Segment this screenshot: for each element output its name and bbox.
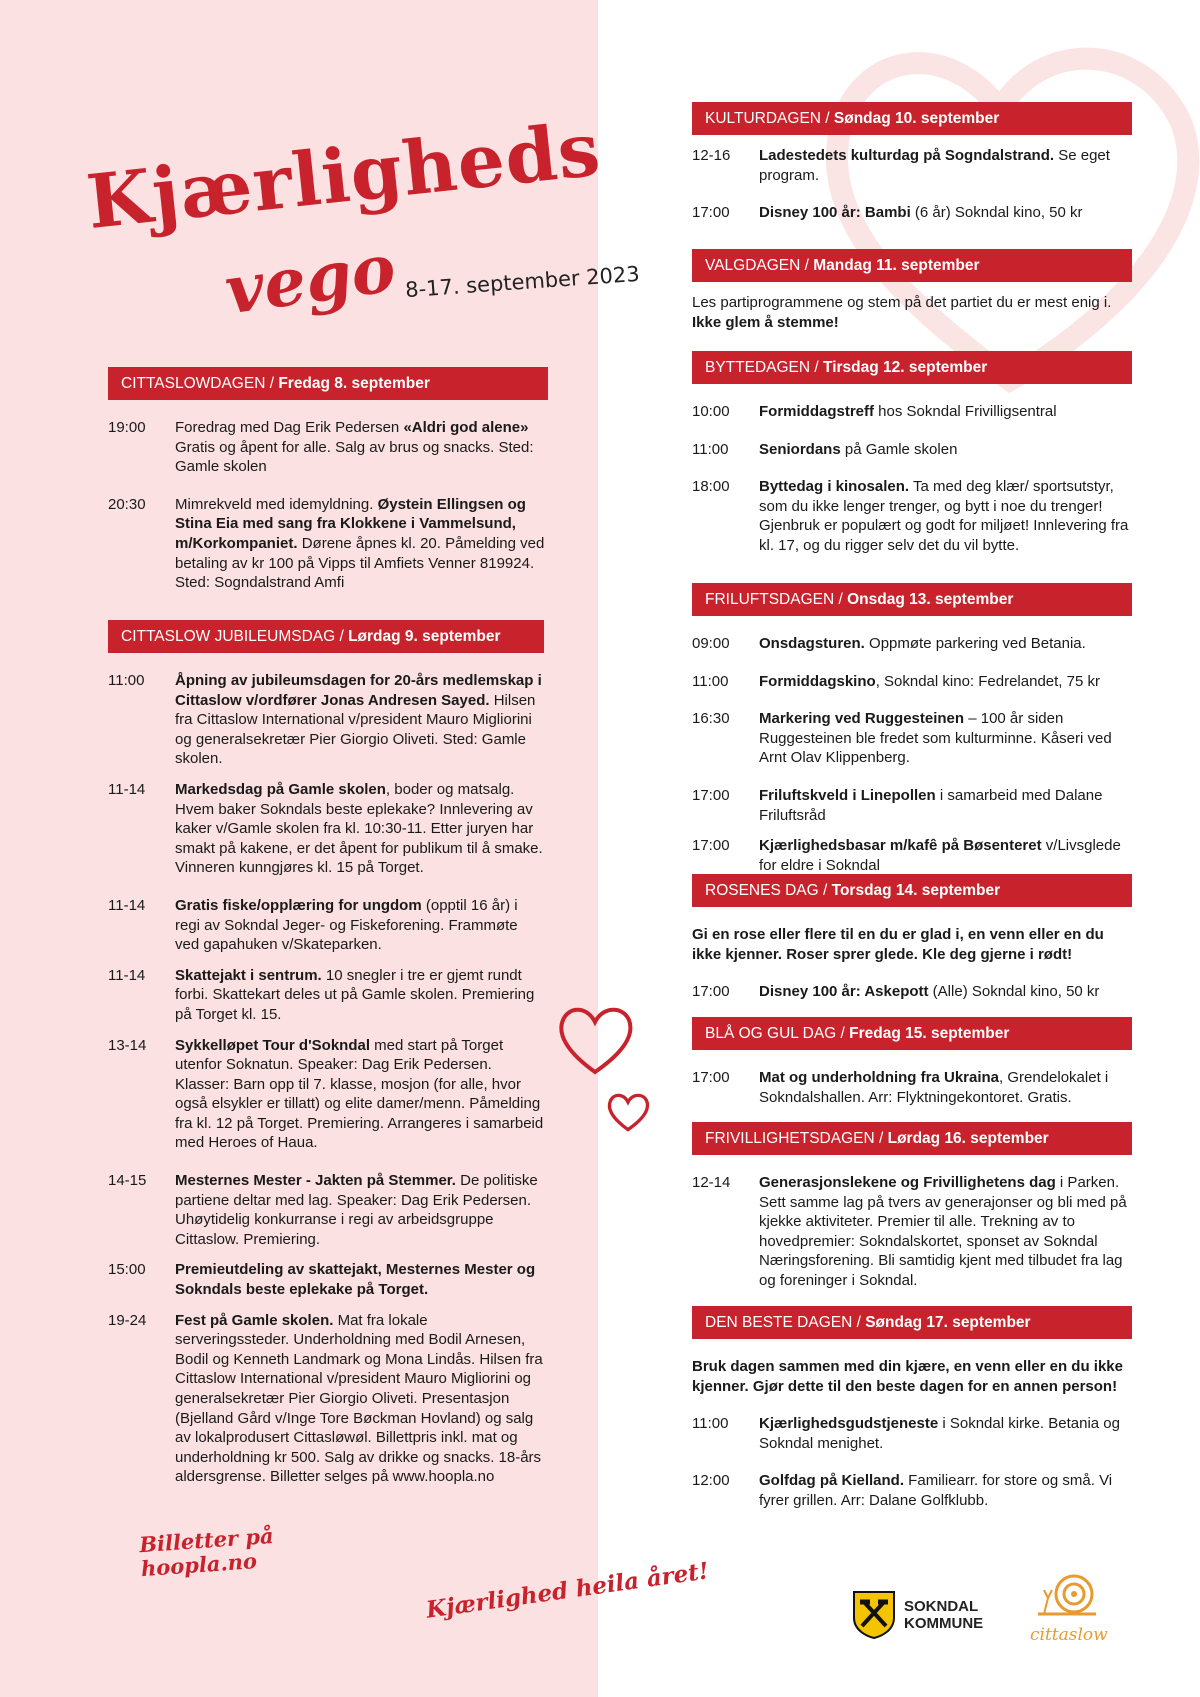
event-entry bbox=[692, 146, 1132, 185]
event-text: Byttedag i kinosalen. Ta med deg klær/ sportsutstyr, som du ikke lenger trenger, og bytt i noe du trenger! Gjenbruk er populært og godt for miljøet! Innlevering fra kl. 17, og du rigger selv det du vil bytte. bbox=[759, 478, 1129, 554]
event-entry bbox=[692, 709, 1132, 768]
section-kulturdagen bbox=[692, 102, 1132, 223]
event-entry bbox=[692, 1414, 1132, 1453]
event-time: 09:00 bbox=[692, 635, 730, 652]
event-time: 17:00 bbox=[692, 1069, 730, 1086]
event-time: 16:30 bbox=[692, 710, 730, 728]
section-header: VALGDAGEN / Mandag 11. september bbox=[692, 249, 1132, 282]
event-entry bbox=[692, 672, 1132, 692]
event-entry bbox=[692, 836, 1132, 875]
small-heart-icon bbox=[605, 1090, 651, 1134]
event-entry bbox=[692, 982, 1132, 1002]
snail-icon bbox=[1034, 1568, 1104, 1620]
sokndal-kommune-logo bbox=[852, 1590, 983, 1640]
event-entry bbox=[108, 671, 544, 769]
event-time: 12:00 bbox=[692, 1472, 730, 1490]
section-note: Gi en rose eller flere til en du er glad i, en venn eller en du ikke kjenner. Roser sprer glede. Kle deg gjerne i rødt! bbox=[692, 926, 1104, 963]
slogan: Kjærlighed heila året! bbox=[424, 1557, 711, 1624]
event-time: 10:00 bbox=[692, 403, 730, 420]
event-text: Seniordans på Gamle skolen bbox=[759, 440, 958, 458]
event-text: Premieutdeling av skattejakt, Mesternes Mester og Sokndals beste eplekake på Torget. bbox=[175, 1261, 536, 1299]
event-entry bbox=[108, 966, 544, 1025]
event-time: 17:00 bbox=[692, 837, 730, 855]
event-text: Friluftskveld i Linepollen i samarbeid med Dalane Friluftsråd bbox=[759, 786, 1103, 824]
event-entry bbox=[692, 1471, 1132, 1510]
event-time: 11:00 bbox=[108, 672, 145, 689]
event-text: Kjærlighedsgudstjeneste i Sokndal kirke. Betania og Sokndal menighet. bbox=[759, 1415, 1120, 1452]
event-text: Sykkelløpet Tour d'Sokndal med start på Torget utenfor Soknatun. Speaker: Dag Erik Pedersen. Klasser: Barn opp til 7. klasse, mosjon (for alle, hvor også elsykler er tillatt) og elite damer/menn. Påmelding fra kl. 12 på Torget. Premiering. Arrangeres i samarbeid med Heroes of Haua. bbox=[175, 1036, 544, 1152]
event-entry bbox=[108, 1171, 544, 1249]
section-note: Les partiprogrammene og stem på det partiet du er mest enig i. Ikke glem å stemme! bbox=[692, 294, 1112, 331]
event-time: 17:00 bbox=[692, 204, 730, 222]
section-valgdagen bbox=[692, 249, 1132, 332]
event-entry bbox=[108, 495, 548, 593]
event-text: Ladestedets kulturdag på Sogndalstrand. Se eget program. bbox=[759, 147, 1110, 184]
section-note: Bruk dagen sammen med din kjære, en venn eller en du ikke kjenner. Gjør dette til den beste dagen for en annen person! bbox=[692, 1358, 1123, 1395]
event-text: Formiddagstreff hos Sokndal Frivilligsentral bbox=[759, 403, 1057, 420]
event-text: Fest på Gamle skolen. Mat fra lokale serveringssteder. Underholdning med Bodil Arnesen, Bodil og Kenneth Landmark og Mona Lindås. Hilsen fra Cittaslow International v/president Mauro Migliorini og generalsekretær Pier Giorgio Oliveti. Presentasjon (Bjelland Gård v/Inge Tore Bøckman Hovland) og salg av lokalprodusert Cittasløwøl. Billettpris inkl. mat og underholdning kr 500. Salg av drikke og snacks. 18-års aldersgrense. Billetter selges på www.hoopla.no bbox=[175, 1311, 543, 1486]
coat-of-arms-icon bbox=[852, 1590, 896, 1640]
section-blaa-og-gul-dag bbox=[692, 1017, 1132, 1107]
event-text: Skattejakt i sentrum. 10 snegler i tre er gjemt rundt forbi. Skattekart deles ut på Gamle skolen. Premiering på Torget kl. 15. bbox=[175, 966, 535, 1023]
event-time: 17:00 bbox=[692, 983, 730, 1001]
poster-title: Kjærligheds bbox=[83, 106, 605, 246]
section-header: FRILUFTSDAGEN / Onsdag 13. september bbox=[692, 583, 1132, 616]
event-entry bbox=[692, 786, 1132, 825]
event-entry bbox=[108, 780, 544, 878]
event-time: 11:00 bbox=[692, 440, 729, 458]
section-den-beste-dagen bbox=[692, 1306, 1132, 1511]
event-time: 12-16 bbox=[692, 147, 731, 164]
event-time: 12-14 bbox=[692, 1174, 731, 1191]
event-entry bbox=[692, 477, 1132, 555]
event-entry bbox=[692, 634, 1132, 654]
event-entry bbox=[692, 203, 1132, 223]
section-rosenes-dag bbox=[692, 874, 1132, 1002]
event-text: Golfdag på Kielland. Familiearr. for store og små. Vi fyrer grillen. Arr: Dalane Golfklubb. bbox=[759, 1472, 1113, 1509]
event-time: 13-14 bbox=[108, 1036, 147, 1054]
event-time: 19:00 bbox=[108, 419, 146, 436]
section-friluftsdagen bbox=[692, 583, 1132, 875]
event-time: 11:00 bbox=[692, 1415, 729, 1433]
event-entry bbox=[108, 1036, 544, 1154]
event-text: Markedsdag på Gamle skolen, boder og matsalg. Hvem baker Sokndals beste eplekake? Innlevering av kaker v/Gamle skolen fra kl. 10:30-11. Etter juryen har smakt på kakene, er det åpent for publikum til å smake. Vinneren kunngjøres kl. 15 på Torget. bbox=[175, 780, 543, 877]
event-entry bbox=[692, 402, 1132, 422]
section-jubileumsdag bbox=[108, 620, 544, 1487]
section-header: BLÅ OG GUL DAG / Fredag 15. september bbox=[692, 1017, 1132, 1050]
event-entry bbox=[692, 1173, 1132, 1291]
event-text: Kjærlighedsbasar m/kafê på Bøsenteret v/Livsglede for eldre i Sokndal bbox=[759, 837, 1121, 874]
event-text: Foredrag med Dag Erik Pedersen «Aldri god alene» Gratis og åpent for alle. Salg av brus og snacks. Sted: Gamle skolen bbox=[175, 419, 534, 476]
event-time: 11-14 bbox=[108, 966, 146, 984]
cittaslow-text: cittaslow bbox=[1030, 1625, 1108, 1645]
section-cittaslowdagen bbox=[108, 367, 548, 593]
sokndal-kommune-text: SOKNDAL KOMMUNE bbox=[904, 1598, 984, 1632]
section-header: DEN BESTE DAGEN / Søndag 17. september bbox=[692, 1306, 1132, 1339]
section-header: ROSENES DAG / Torsdag 14. september bbox=[692, 874, 1132, 907]
event-time: 11-14 bbox=[108, 896, 146, 914]
event-entry bbox=[692, 1068, 1132, 1107]
event-time: 17:00 bbox=[692, 786, 730, 804]
cittaslow-logo bbox=[1030, 1568, 1108, 1645]
section-header: CITTASLOW JUBILEUMSDAG / Lørdag 9. september bbox=[108, 620, 544, 653]
event-time: 11-14 bbox=[108, 780, 146, 798]
event-text: Åpning av jubileumsdagen for 20-års medlemskap i Cittaslow v/ordfører Jonas Andresen Sayed. Hilsen fra Cittaslow International v/president Mauro Migliorini og generalsekretær Pier Giorgio Oliveti. Sted: Gamle skolen. bbox=[175, 672, 542, 768]
event-entry bbox=[108, 896, 544, 955]
event-time: 18:00 bbox=[692, 478, 730, 496]
section-frivillighetsdagen bbox=[692, 1122, 1132, 1291]
event-time: 20:30 bbox=[108, 495, 146, 513]
event-text: Gratis fiske/opplæring for ungdom (opptil 16 år) i regi av Sokndal Jeger- og Fiskeforening. Frammøte ved gapahuken v/Skateparken. bbox=[175, 896, 518, 954]
section-header: KULTURDAGEN / Søndag 10. september bbox=[692, 102, 1132, 135]
event-time: 11:00 bbox=[692, 672, 729, 690]
poster-subtitle: vego bbox=[220, 228, 401, 330]
section-header: FRIVILLIGHETSDAGEN / Lørdag 16. september bbox=[692, 1122, 1132, 1155]
event-text: Disney 100 år: Bambi (6 år) Sokndal kino, 50 kr bbox=[759, 204, 1083, 222]
event-time: 19-24 bbox=[108, 1311, 147, 1329]
event-text: Markering ved Ruggesteinen – 100 år siden Ruggesteinen ble fredet som kulturminne. Kåseri ved Arnt Olav Klippenberg. bbox=[759, 710, 1112, 767]
section-header: BYTTEDAGEN / Tirsdag 12. september bbox=[692, 351, 1132, 384]
tickets-note: Billetter på hoopla.no bbox=[138, 1522, 275, 1582]
event-entry bbox=[108, 418, 548, 477]
event-entry bbox=[108, 1260, 544, 1299]
event-text: Formiddagskino, Sokndal kino: Fedrelandet, 75 kr bbox=[759, 672, 1100, 690]
event-entry bbox=[692, 440, 1132, 460]
event-text: Disney 100 år: Askepott (Alle) Sokndal kino, 50 kr bbox=[759, 983, 1100, 1001]
heart-icon bbox=[555, 1000, 635, 1080]
event-time: 14-15 bbox=[108, 1172, 147, 1190]
section-header: CITTASLOWDAGEN / Fredag 8. september bbox=[108, 367, 548, 400]
event-text: Onsdagsturen. Oppmøte parkering ved Betania. bbox=[759, 635, 1086, 652]
event-text: Generasjonslekene og Frivillighetens dag i Parken. Sett samme lag på tvers av generajonser og bli med på kjekke aktiviteter. Premier til alle. Trekning av to hovedpremier: Sokndalskortet, sponset av Sokndal Næringsforening. Bli samtidig kjent med tilbudet fra lag og foreninger i Sokndal. bbox=[759, 1174, 1127, 1289]
poster-dates: 8-17. september 2023 bbox=[404, 261, 641, 303]
event-entry bbox=[108, 1311, 544, 1487]
event-text: Mat og underholdning fra Ukraina, Grendelokalet i Sokndalshallen. Arr: Flyktningekontoret. Gratis. bbox=[759, 1069, 1109, 1106]
event-time: 15:00 bbox=[108, 1261, 146, 1279]
section-byttedagen bbox=[692, 351, 1132, 556]
event-text: Mesternes Mester - Jakten på Stemmer. De politiske partiene deltar med lag. Speaker: Dag Erik Pedersen. Uhøytidelig konkurranse i regi av arbeidsgruppe Cittaslow. Premiering. bbox=[175, 1172, 538, 1248]
event-text: Mimrekveld med idemyldning. Øystein Ellingsen og Stina Eia med sang fra Klokkene i Vammelsund, m/Korkompaniet. Dørene åpnes kl. 20. Påmelding ved betaling av kr 100 på Vipps til Amfiets Venner 819924. Sted: Sogndalstrand Amfi bbox=[175, 495, 545, 592]
